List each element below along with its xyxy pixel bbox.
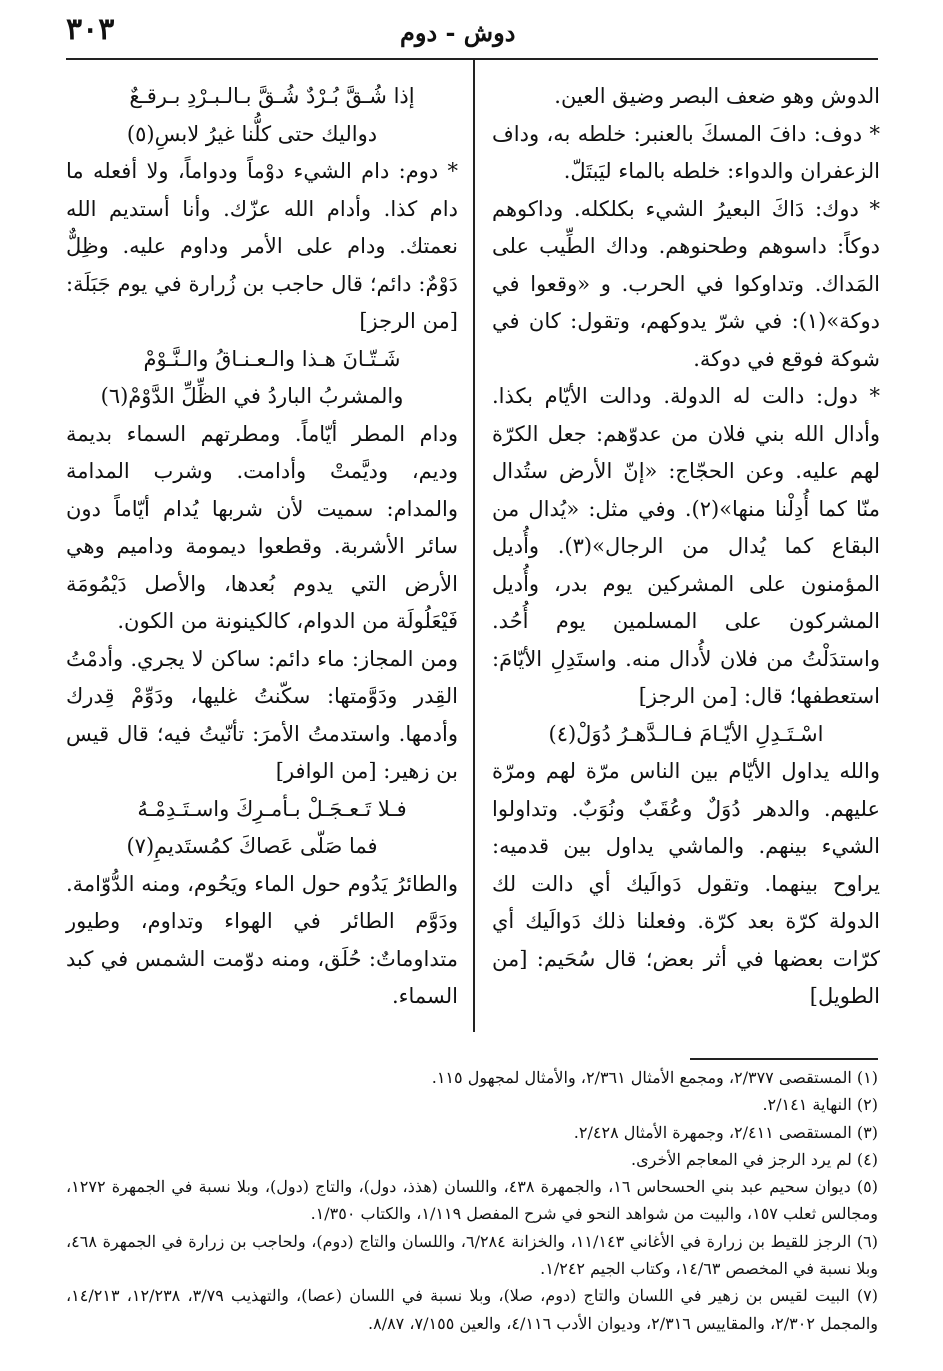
verse-qays-first: فـلا تَـعـجَـلْ بـأمـرِكَ واسـتَـدِمْـهُ <box>137 796 407 821</box>
footnote-2: (٢) النهاية ٢/١٤١. <box>762 1095 878 1115</box>
verse-rajaz: اسْـتَـدِلِ الأيّـامَ فـالـدَّهـرُ دُوَلْ(٤) <box>548 721 824 746</box>
entry-dawm: * دوم: دام الشيء دوْماً ودواماً، ولا أفعله ما دام كذا. وأدام الله عزّك. وأنا أستديم الله نعمتك. ودام على الأمر وداوم عليه. وظِلٌّ دَوْمٌ: دائم؛ قال حاجب بن زُرارة في يوم جَبَلَة: [من الرجز] <box>66 159 458 333</box>
entry-dawm-cont: ودام المطر أيّاماً. ومطرتهم السماء بديمة وديم، وديَّمتْ وأدامت. وشرب المدامة والمدام: سميت لأن شربها يُدام أيّاماً دون سائر الأشربة. وقطعوا ديمومة وداميم وهي الأرض التي يدوم بُعدها، والأصل دَيْمُومَة فَيْعَلُولَة من الدوام، كالكينونة من الكون. <box>66 421 458 633</box>
entry-dawsh-tail: الدوش وهو ضعف البصر وضيق العين. <box>554 84 880 108</box>
left-column <box>66 78 458 1016</box>
running-title: دوش - دوم <box>400 18 516 47</box>
entry-dawl-cont: والله يداول الأيّام بين الناس مرّة لهم ومرّة عليهم. والدهر دُوَلٌ وعُقَبٌ ونُوَبٌ. وتداولوا الشيء بينهم. والماشي يداول بين قدميه: يراوح بينهما. وتقول دَوالَيك أي دالت لك الدولة كرّة بعد كرّة. وفعلنا ذلك دَوالَيك أي كرّات بعضها في أثر بعض؛ قال سُحَيم: [من الطويل] <box>492 759 880 1008</box>
footnote-3: (٣) المستقصى ٢/٤١١، وجمهرة الأمثال ٢/٤٢٨. <box>573 1122 878 1142</box>
page-number: ٣٠٣ <box>66 12 115 47</box>
footnote-1: (١) المستقصى ٢/٣٧٧، ومجمع الأمثال ٢/٣٦١، والأمثال لمجهول ١١٥. <box>431 1068 878 1087</box>
footnote-6: (٦) الرجز للقيط بن زرارة في الأغاني ١١/١٤٣، والخزانة ٦/٢٨٤، واللسان والتاج (دوم)، ولحاجب بن زرارة في الجمهرة ٤٦٨، وبلا نسبة في المخصص ١٤/٦٣، وكتاب الجيم ١/٢٤٢. <box>66 1231 879 1279</box>
verse-suhaym-first: إذا شُـقَّ بُـرْدٌ شُـقَّ بـالـبـرْدِ بـرقـعٌ <box>129 84 415 108</box>
footnote-5: (٥) ديوان سحيم عبد بني الحسحاس ١٦، والجمهرة ٤٣٨، واللسان (هذذ، دول)، والتاج (دول)، وبلا نسبة في الجمهرة ١٢٧٢، ومجالس ثعلب ١٥٧، والبيت من شواهد النحو في شرح المفصل ١/١١٩، والكتاب ١/٣٥٠. <box>66 1177 879 1224</box>
footnotes <box>66 1064 878 1337</box>
entry-dawm-majaz: ومن المجاز: ماء دائم: ساكن لا يجري. وأدمْتُ القِدر ودَوَّمتها: سكّنتُ غليها، ودَوِّمْ قِدرك وأدمها. واستدمتُ الأمرَ: تأنّيتُ فيه؛ قال قيس بن زهير: [من الوافر] <box>66 646 458 783</box>
footnote-rule <box>690 1058 878 1060</box>
column-divider <box>473 60 475 1032</box>
header-rule <box>66 58 878 60</box>
footnote-7: (٧) البيت لقيس بن زهير في اللسان والتاج (دوم، صلا)، وبلا نسبة في اللسان (عصا)، والتهذيب ٣/٧٩، ١٢/٢٣٨، ١٤/٢١٣، والمجمل ٢/٣٠٢، والمقاييس ٢/٣١٦، وديوان الأدب ٤/١١٦، والعين ٧/١٥٥، ٨/٨٧. <box>66 1286 878 1333</box>
verse-hajib-second: والمشربُ الباردُ في الظِّلِّ الدَّوْمْ(٦) <box>100 384 404 408</box>
entry-dawl: * دول: دالت له الدولة. ودالت الأيّام بكذا. وأدال الله بني فلان من عدوّهم: جعل الكرّة لهم عليه. وعن الحجّاج: «إنّ الأرض ستُدال منّا كما أُدِلْنا منها»(٢). وفي مثل: «يُدال من البقاع كما يُدال من الرجال»(٣). وأُديل المؤمنون على المشركين يوم بدر، وأُديل المشركون على المسلمين يوم أُحُد. واستدَلْتُ من فلان لأُدال منه. واستَدِلِ الأيّامَ: استعطفها؛ قال: [من الرجز] <box>492 384 880 708</box>
entry-dawk: * دوك: دَاكَ البعيرُ الشيء بكلكله. وداكوهم دوكاً: داسوهم وطحنوهم. وداك الطِّيب على المَداك. وتداوكوا في الحرب. و «وقعوا في دوكة»(١): في شرّ يدوكهم، وتقول: كان في شوكة فوقع في دوكة. <box>492 196 880 371</box>
verse-hajib-first: شَـتّـانَ هـذا والـعـنـاقُ والـنَّـوْمْ <box>143 346 401 371</box>
right-column <box>492 78 880 1016</box>
entry-dawf: * دوف: دافَ المسكَ بالعنبر: خلطه به، وداف الزعفران والدواء: خلطه بالماء ليَبتَلّ. <box>492 121 880 183</box>
entry-dawm-tair: والطائرُ يَدُوم حول الماء ويَحُوم، ومنه الدُّوّامة. ودَوَّم الطائر في الهواء وتداوم، وطيور متداوماتٌ: حُلَق، ومنه دوّمت الشمس في كبد السماء. <box>66 871 458 1008</box>
footnote-4: (٤) لم يرد الرجز في المعاجم الأخرى. <box>631 1149 878 1169</box>
verse-suhaym-second: دواليك حتى كلُّنا غيرُ لابسِ(٥) <box>126 121 378 146</box>
page-header <box>0 8 943 52</box>
verse-qays-second: فما صَلّى عَصاكَ كمُستَديمِ(٧) <box>126 834 378 858</box>
